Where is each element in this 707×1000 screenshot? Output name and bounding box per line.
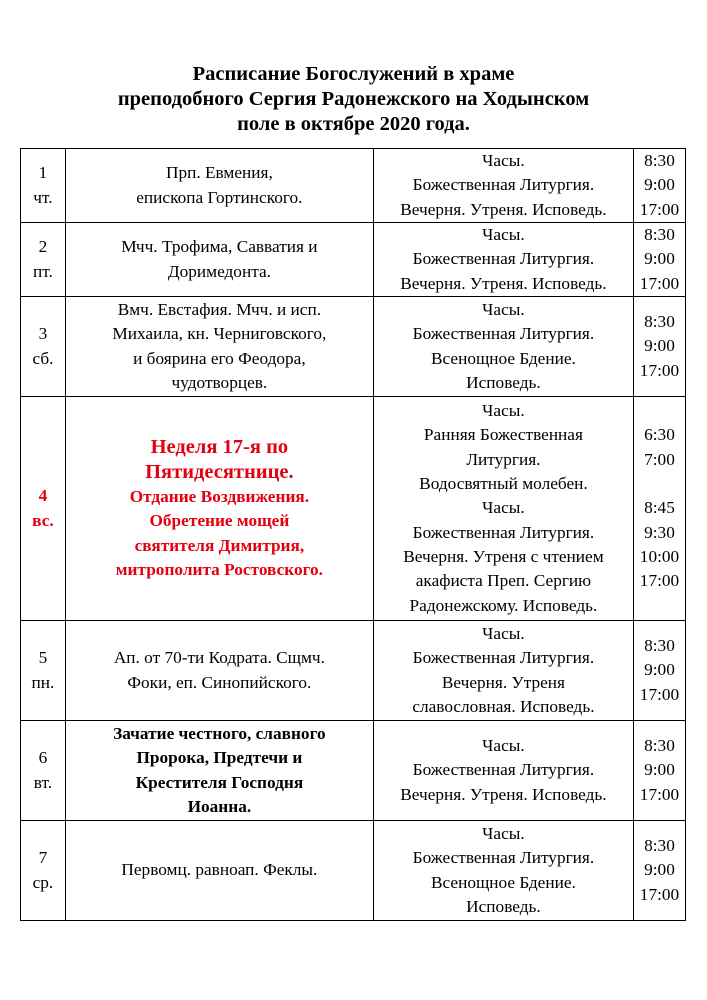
service-cell	[373, 223, 633, 297]
service-line: Божественная Литургия.	[412, 648, 595, 668]
service-line: Божественная Литургия.	[412, 760, 595, 780]
time-value: 9:00	[644, 175, 675, 195]
service-line: Вечерня. Утреня	[441, 672, 565, 692]
time-value: 6:30	[644, 425, 675, 445]
service-line: Божественная Литургия.	[412, 522, 595, 542]
time-value: 8:30	[644, 312, 675, 332]
saint-cell	[65, 397, 373, 621]
title-line-1: Расписание Богослужений в храме	[192, 63, 515, 85]
service-line: Часы.	[482, 225, 525, 245]
service-line: Водосвятный молебен.	[419, 474, 588, 494]
service-line: Часы.	[482, 498, 525, 518]
time-value: 8:30	[644, 151, 675, 171]
saint-line: и боярина его Феодора,	[133, 348, 306, 368]
saint-cell	[65, 621, 373, 721]
service-line: Вечерня. Утреня. Исповедь.	[400, 784, 607, 804]
time-value: 17:00	[639, 784, 680, 804]
day-number: 3	[38, 324, 48, 344]
time-value: 8:30	[644, 736, 675, 756]
time-value: 17:00	[639, 199, 680, 219]
time-cell	[633, 621, 685, 721]
schedule-table	[20, 148, 686, 921]
weekday: вт.	[33, 772, 53, 792]
saint-cell	[65, 297, 373, 397]
date-cell	[21, 621, 66, 721]
time-value: 7:00	[644, 449, 675, 469]
saint-line: Первомц. равноап. Феклы.	[121, 860, 318, 880]
time-value: 17:00	[639, 884, 680, 904]
weekday: пт.	[33, 261, 53, 281]
time-value: 9:30	[644, 522, 675, 542]
service-line: славословная. Исповедь.	[412, 696, 595, 716]
time-value: 9:00	[644, 660, 675, 680]
saint-line: Михаила, кн. Черниговского,	[112, 324, 327, 344]
time-cell	[633, 397, 685, 621]
day-number: 2	[38, 237, 48, 257]
page-title	[0, 62, 707, 137]
table-row	[21, 821, 686, 921]
service-cell	[373, 297, 633, 397]
service-line: Божественная Литургия.	[412, 175, 595, 195]
day-number: 5	[38, 648, 48, 668]
time-value: 17:00	[639, 684, 680, 704]
saint-line: епископа Гортинского.	[136, 187, 303, 207]
time-value: 10:00	[639, 546, 680, 566]
saint-line: Обретение мощей	[149, 511, 290, 531]
service-line: Всенощное Бдение.	[431, 872, 576, 892]
saint-line: Ап. от 70-ти Кодрата. Сщмч.	[113, 648, 325, 668]
service-line: Божественная Литургия.	[412, 848, 595, 868]
date-cell	[21, 821, 66, 921]
date-cell	[21, 721, 66, 821]
time-cell	[633, 721, 685, 821]
service-line: Исповедь.	[466, 372, 541, 392]
title-line-3: поле в октябре 2020 года.	[237, 113, 470, 135]
saint-line: Доримедонта.	[167, 261, 271, 281]
service-cell	[373, 821, 633, 921]
day-number: 6	[38, 748, 48, 768]
saint-line: Зачатие честного, славного	[113, 723, 326, 743]
table-row	[21, 223, 686, 297]
table-row	[21, 621, 686, 721]
service-line: Радонежскому. Исповедь.	[409, 595, 598, 615]
weekday: пн.	[31, 672, 55, 692]
saint-line: Иоанна.	[187, 796, 252, 816]
weekday: чт.	[33, 187, 53, 207]
date-cell	[21, 223, 66, 297]
service-cell	[373, 621, 633, 721]
service-line: Вечерня. Утреня. Исповедь.	[400, 199, 607, 219]
weekday: сб.	[32, 348, 54, 368]
saint-line: Крестителя Господня	[135, 772, 304, 792]
time-cell	[633, 297, 685, 397]
service-line: Ранняя Божественная	[423, 425, 583, 445]
saint-line: Прп. Евмения,	[165, 163, 273, 183]
date-cell	[21, 149, 66, 223]
time-value: 9:00	[644, 860, 675, 880]
time-value: 8:30	[644, 836, 675, 856]
time-value: 8:30	[644, 636, 675, 656]
service-line: акафиста Преп. Сергию	[415, 571, 592, 591]
table-row	[21, 397, 686, 621]
saint-line: Мчч. Трофима, Савватия и	[121, 237, 318, 257]
saint-cell	[65, 223, 373, 297]
day-number: 7	[38, 848, 48, 868]
saint-line: Пророка, Предтечи и	[136, 748, 303, 768]
service-line: Часы.	[482, 151, 525, 171]
day-number: 4	[38, 486, 48, 506]
date-cell	[21, 297, 66, 397]
holiday-title-line: Неделя 17-я по	[150, 435, 289, 458]
saint-line: митрополита Ростовского.	[115, 559, 323, 579]
title-line-2: преподобного Сергия Радонежского на Ходынском	[117, 88, 590, 110]
service-line: Вечерня. Утреня с чтением	[403, 546, 604, 566]
service-line: Часы.	[482, 736, 525, 756]
table-row	[21, 721, 686, 821]
saint-cell	[65, 149, 373, 223]
service-line: Часы.	[482, 401, 525, 421]
service-line: Часы.	[482, 623, 525, 643]
service-line: Вечерня. Утреня. Исповедь.	[400, 273, 607, 293]
service-cell	[373, 721, 633, 821]
weekday: вс.	[32, 510, 54, 530]
saint-line: Отдание Воздвижения.	[129, 486, 310, 506]
service-cell	[373, 149, 633, 223]
time-spacer	[636, 472, 683, 496]
time-cell	[633, 223, 685, 297]
time-value: 9:00	[644, 336, 675, 356]
table-row	[21, 297, 686, 397]
saint-line: Вмч. Евстафия. Мчч. и исп.	[117, 299, 322, 319]
time-cell	[633, 149, 685, 223]
time-value: 9:00	[644, 249, 675, 269]
service-cell	[373, 397, 633, 621]
weekday: ср.	[32, 872, 54, 892]
time-value: 17:00	[639, 571, 680, 591]
service-line: Литургия.	[466, 449, 541, 469]
table-row	[21, 149, 686, 223]
saint-line: святителя Димитрия,	[134, 535, 305, 555]
time-value: 17:00	[639, 360, 680, 380]
service-line: Всенощное Бдение.	[431, 348, 576, 368]
time-value: 8:30	[644, 225, 675, 245]
time-value: 9:00	[644, 760, 675, 780]
service-line: Часы.	[482, 823, 525, 843]
service-line: Исповедь.	[466, 896, 541, 916]
time-cell	[633, 821, 685, 921]
service-line: Божественная Литургия.	[412, 249, 595, 269]
saint-line: чудотворцев.	[171, 372, 268, 392]
saint-line: Фоки, еп. Синопийского.	[127, 672, 312, 692]
time-value: 17:00	[639, 273, 680, 293]
date-cell	[21, 397, 66, 621]
saint-cell	[65, 721, 373, 821]
service-line: Божественная Литургия.	[412, 324, 595, 344]
day-number: 1	[38, 163, 48, 183]
time-value: 8:45	[644, 498, 675, 518]
saint-cell	[65, 821, 373, 921]
holiday-title-line: Пятидесятнице.	[145, 460, 294, 483]
service-line: Часы.	[482, 299, 525, 319]
